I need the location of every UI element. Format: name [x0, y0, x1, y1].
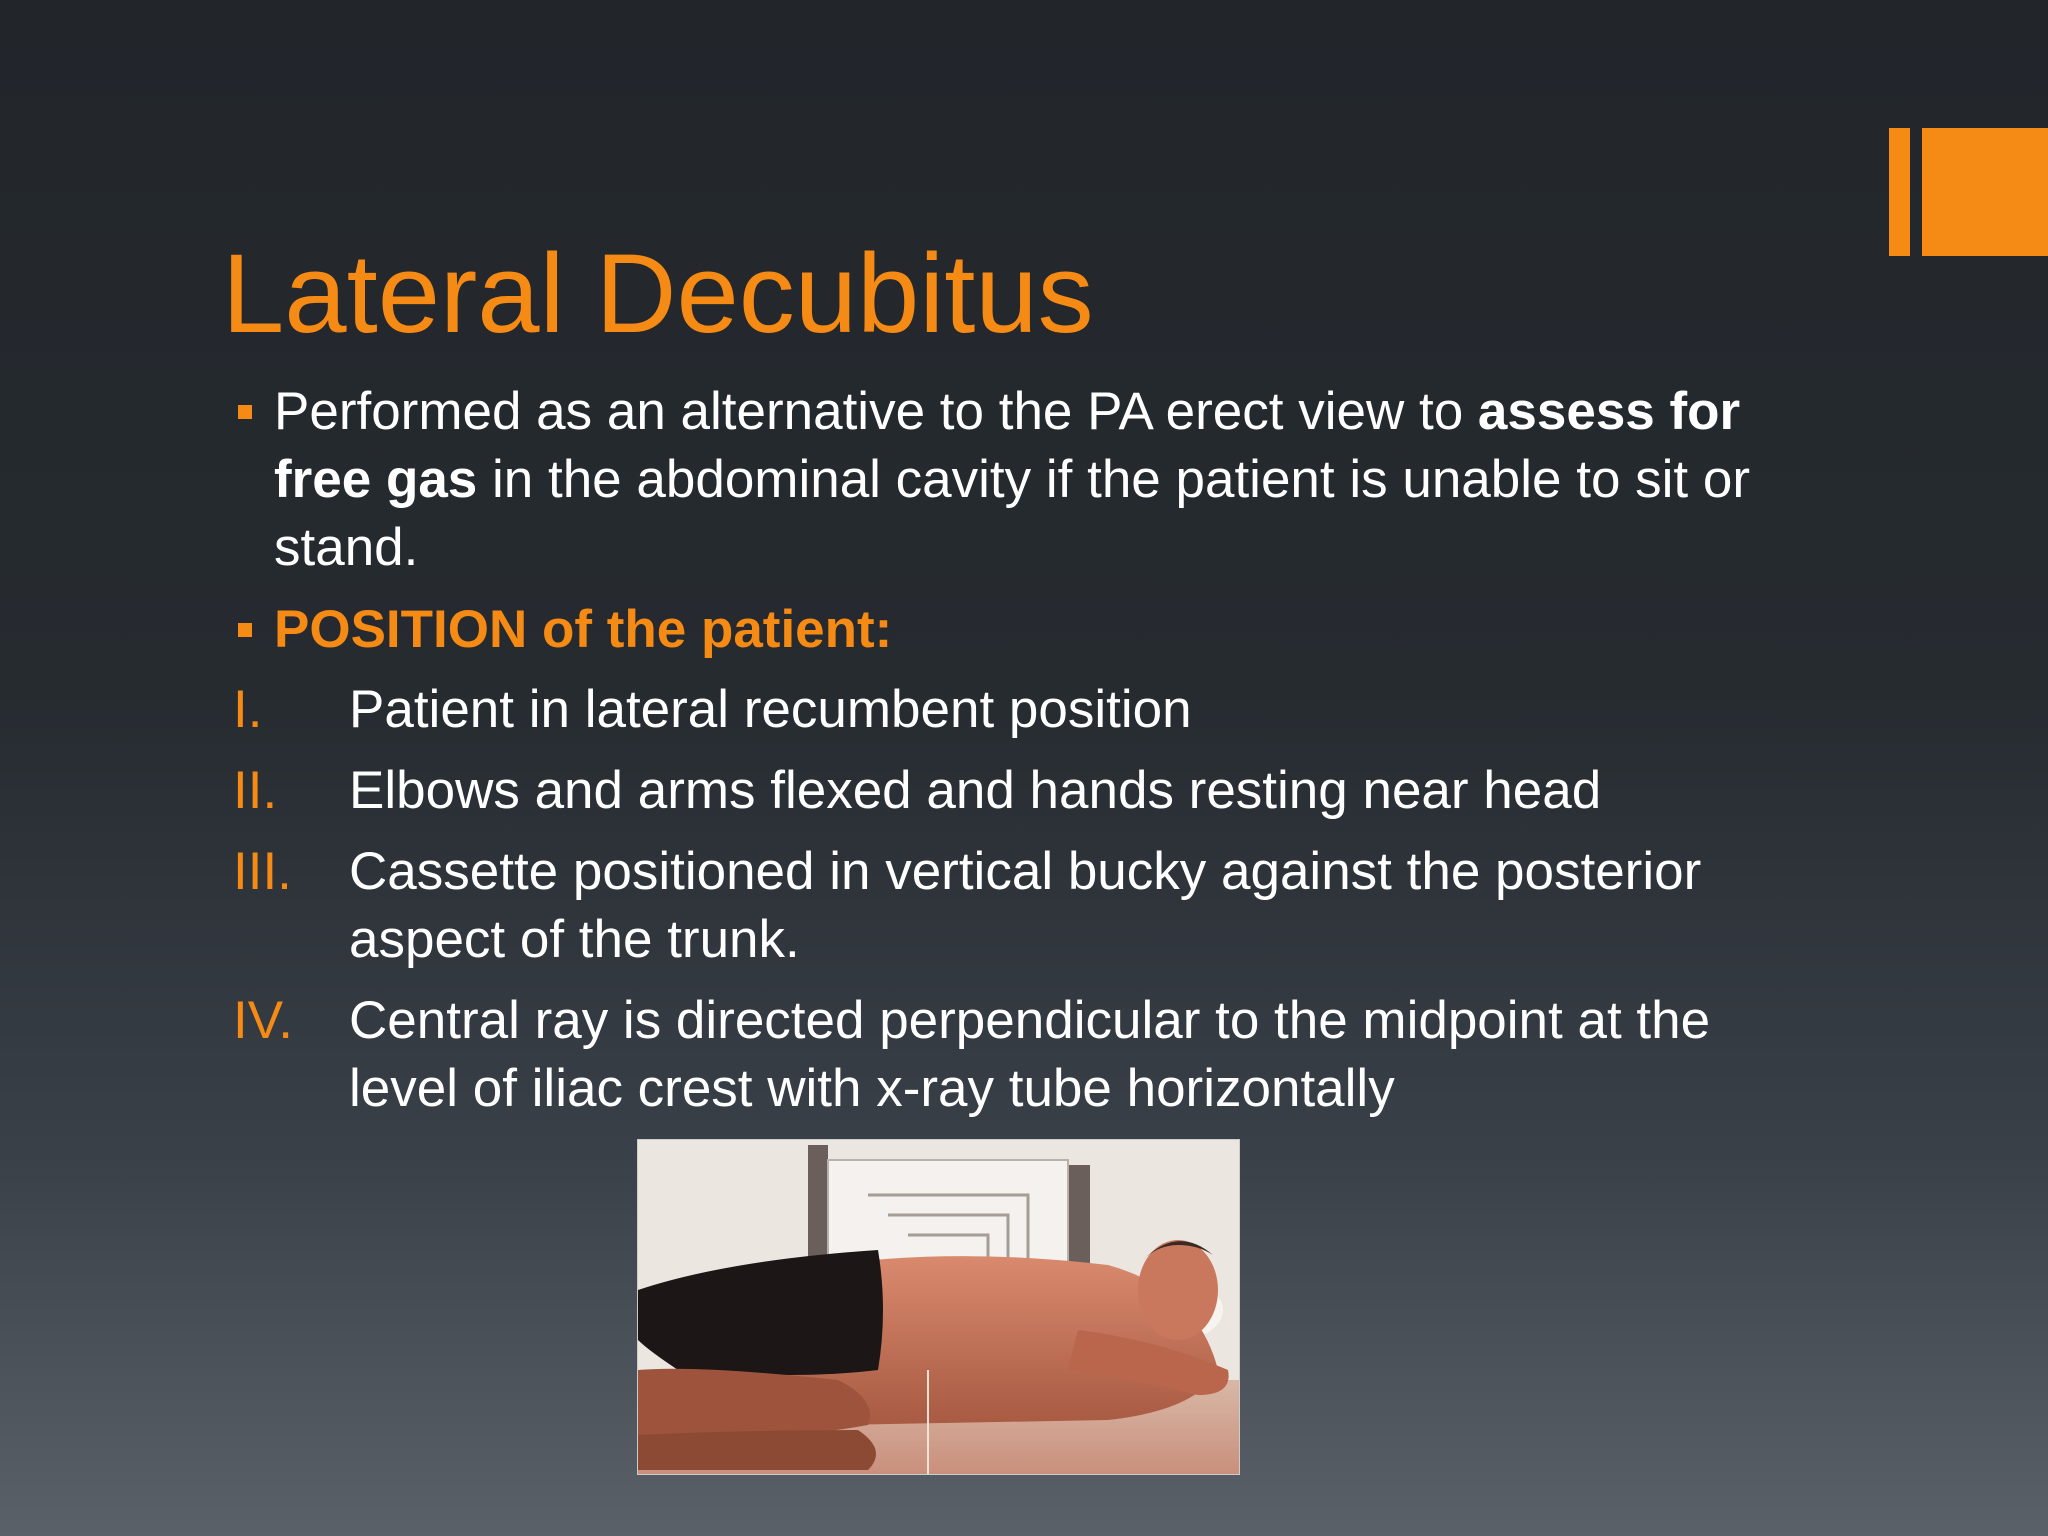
- slide-title: Lateral Decubitus: [222, 231, 1094, 356]
- bullet-list: [236, 378, 1836, 664]
- bullet-text: Performed as an alternative to the PA erect view to: [274, 382, 1478, 441]
- list-item: [233, 838, 1833, 974]
- list-item: [233, 676, 1833, 744]
- list-number: IV.: [233, 991, 293, 1050]
- patient-positioning-photo: [637, 1139, 1240, 1475]
- list-number: I.: [233, 680, 263, 739]
- accent-bar-block: [1922, 128, 2048, 256]
- list-item-text: Central ray is directed perpendicular to the midpoint at the level of iliac crest with x-ray tube horizontally: [349, 991, 1711, 1118]
- list-item: [233, 987, 1833, 1123]
- list-item-text: Elbows and arms flexed and hands resting near head: [349, 761, 1602, 820]
- numbered-list: [233, 676, 1833, 1136]
- list-item-text: Cassette positioned in vertical bucky against the posterior aspect of the trunk.: [349, 842, 1702, 969]
- list-number: II.: [233, 761, 278, 820]
- bullet-bold-text: assess for free gas: [274, 382, 1741, 509]
- list-item: [233, 757, 1833, 825]
- list-number: III.: [233, 842, 292, 901]
- list-item-text: Patient in lateral recumbent position: [349, 680, 1192, 739]
- bullet-text-continued: in the abdominal cavity if the patient is unable to sit or stand.: [274, 450, 1751, 577]
- bullet-item-position-heading: [236, 596, 1836, 664]
- accent-bar-thin: [1889, 128, 1910, 256]
- square-bullet-icon: [238, 623, 252, 637]
- bullet-heading-text: POSITION of the patient:: [274, 600, 893, 659]
- square-bullet-icon: [238, 405, 252, 419]
- bullet-item-purpose: [236, 378, 1836, 582]
